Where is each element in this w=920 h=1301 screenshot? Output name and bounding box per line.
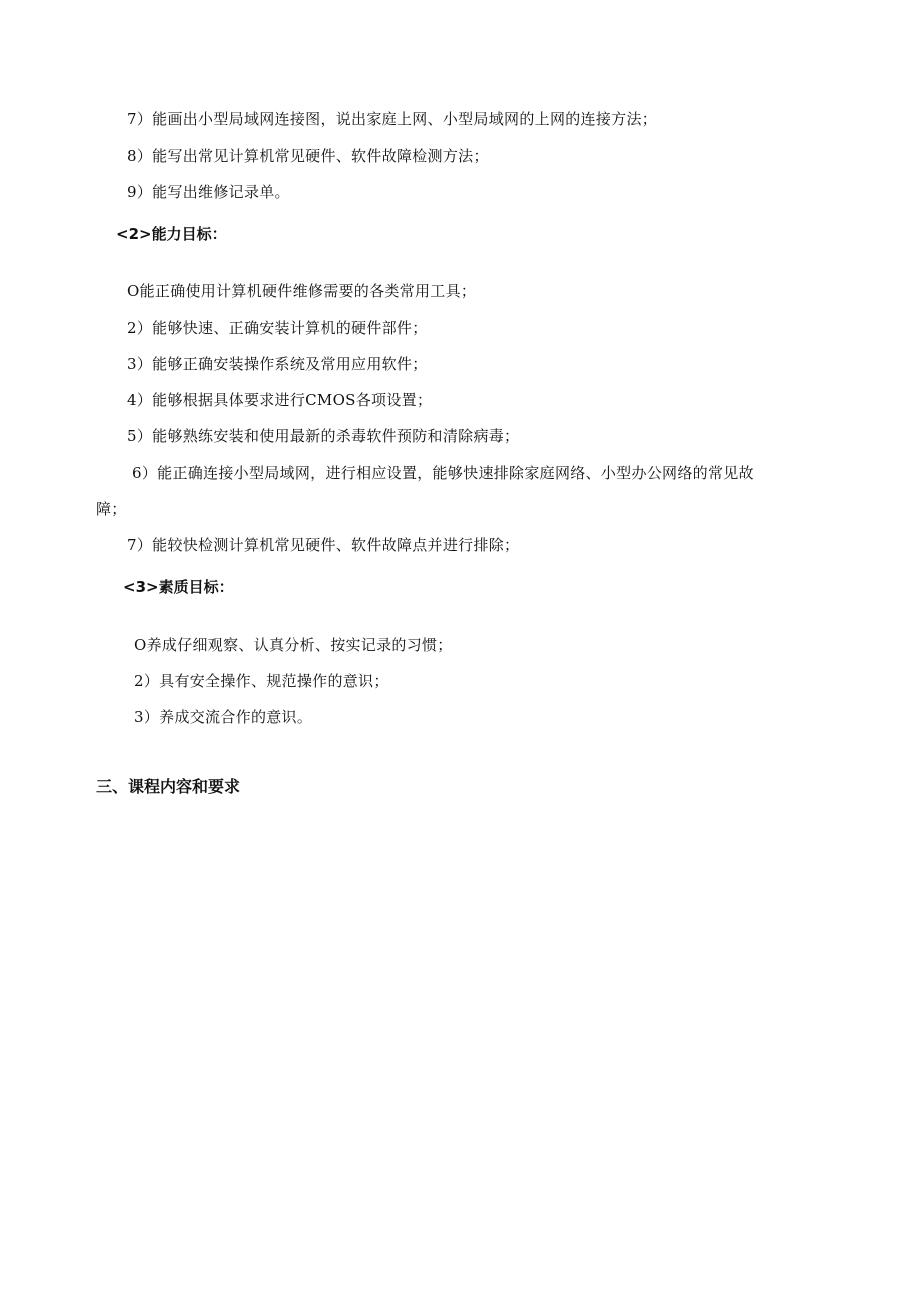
ability-item-2: 2）能够快速、正确安装计算机的硬件部件； — [127, 319, 428, 337]
quality-item-1: O养成仔细观察、认真分析、按实记录的习惯； — [134, 636, 453, 654]
quality-heading: <3>素质目标： — [123, 578, 234, 596]
knowledge-item-9: 9）能写出维修记录单。 — [127, 183, 290, 201]
ability-item-5: 5）能够熟练安装和使用最新的杀毒软件预防和清除病毒； — [127, 427, 520, 445]
ability-item-7: 7）能较快检测计算机常见硬件、软件故障点并进行排除； — [127, 536, 520, 554]
quality-item-2: 2）具有安全操作、规范操作的意识； — [134, 672, 389, 690]
ability-item-3: 3）能够正确安装操作系统及常用应用软件； — [127, 355, 428, 373]
ability-item-6: 6）能正确连接小型局域网，进行相应设置，能够快速排除家庭网络、小型办公网络的常见故 — [132, 464, 754, 482]
ability-item-6-continued: 障； — [96, 500, 127, 518]
knowledge-item-8: 8）能写出常见计算机常见硬件、软件故障检测方法； — [127, 147, 489, 165]
quality-item-3: 3）养成交流合作的意识。 — [134, 708, 313, 726]
ability-heading: <2>能力目标： — [116, 225, 227, 243]
ability-item-4: 4）能够根据具体要求进行CMOS各项设置； — [127, 391, 433, 409]
ability-item-1: O能正确使用计算机硬件维修需要的各类常用工具； — [127, 282, 477, 300]
section-three-title: 三、课程内容和要求 — [96, 777, 241, 796]
knowledge-item-7: 7）能画出小型局域网连接图，说出家庭上网、小型局域网的上网的连接方法； — [127, 110, 658, 128]
